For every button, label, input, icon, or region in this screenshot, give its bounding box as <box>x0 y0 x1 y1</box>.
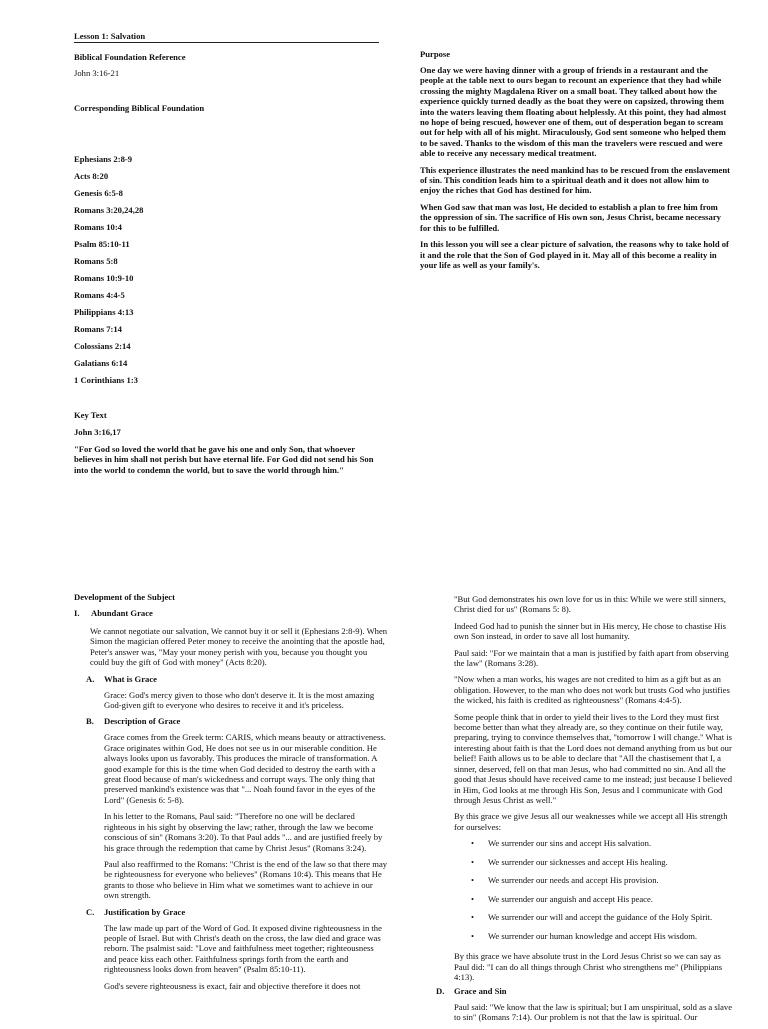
scripture-ref: Romans 7:14 <box>74 324 122 334</box>
scripture-ref: Galatians 6:14 <box>74 358 128 368</box>
scripture-ref: Genesis 6:5-8 <box>74 188 123 198</box>
biblical-foundation-value: John 3:16-21 <box>74 68 120 78</box>
subsection-b-paragraph: In his letter to the Romans, Paul said: "Therefore no one will be declared righteous in his sight by observing the law; rather, through the law we become conscious of sin" (Romans 3:20). To that Paul adds "... and are justified freely by his grace through the redemption that came by Christ Jesus" (Romans 3:24). <box>104 811 383 853</box>
body-paragraph: "But God demonstrates his own love for us in this: While we were still sinners, Christ died for us" (Romans 5: 8). <box>454 594 726 615</box>
key-text-label: Key Text <box>74 410 107 420</box>
body-paragraph: By this grace we give Jesus all our weaknesses while we accept all His strength for ourselves: <box>454 811 728 832</box>
scripture-ref: 1 Corinthians 1:3 <box>74 375 138 385</box>
list-item: • We surrender our sins and accept His salvation. <box>488 838 734 857</box>
section-title: Abundant Grace <box>91 608 153 618</box>
subsection-d-text: Paul said: "We know that the law is spiritual; but I am unspiritual, sold as a slave to sin" (Romans 7:14). Our problem is not that the law is spiritual. Our <box>454 1002 733 1023</box>
body-paragraph: Paul said: "For we maintain that a man is justified by faith apart from observing the law" (Romans 3:28). <box>454 647 729 669</box>
key-text-ref: John 3:16,17 <box>74 427 121 437</box>
scripture-ref: Romans 3:20,24,28 <box>74 205 144 215</box>
subsection-heading-a: A. What is Grace <box>86 673 157 684</box>
biblical-foundation-label: Biblical Foundation Reference <box>74 52 186 62</box>
scripture-ref: Acts 8:20 <box>74 171 109 181</box>
purpose-paragraph: In this lesson you will see a clear picture of salvation, the reasons why to take hold of it and the role that the Son of God played in it. May all of this become a reality in your life as well as your family's. <box>420 239 729 270</box>
scripture-ref: Romans 10:4 <box>74 222 122 232</box>
corresponding-foundation-label: Corresponding Biblical Foundation <box>74 103 205 113</box>
section-heading <box>74 608 388 618</box>
subsection-heading-d: D. Grace and Sin <box>436 986 507 996</box>
development-label: Development of the Subject <box>74 592 175 602</box>
list-item: • We surrender our human knowledge and accept His wisdom. <box>488 931 734 950</box>
subsection-d <box>436 986 736 1029</box>
scripture-ref: Psalm 85:10-11 <box>74 239 130 249</box>
list-item: • We surrender our sicknesses and accept His healing. <box>488 857 734 876</box>
list-item: • We surrender our will and accept the guidance of the Holy Spirit. <box>488 912 734 931</box>
scripture-ref: Romans 10:9-10 <box>74 273 134 283</box>
subsection-a-text: Grace: God's mercy given to those who don't deserve it. It is the most amazing God-given gift to everyone who desires to receive it and it's priceless. <box>104 689 375 711</box>
section-intro: We cannot negotiate our salvation, We cannot buy it or sell it (Ephesians 2:8-9). When Simon the magician offered Peter money to receive the anointing that the apostle had, Peter's answer was, "May your money perish with you, because you thought you could buy the gift of God with money" (Acts 8:20). <box>90 626 388 668</box>
subsection-b-paragraph: Grace comes from the Greek term: CARIS, which means beauty or attractiveness. Grace originates within God, He does not see us in our miserable condition. He always looks upon us favorably. This produces the miracle of transformation. A good example for this is the time when God decided to destroy the earth with a great flood because of man's wickedness and corrupt ways. The only thing that preserved mankind's existence was that "... Noah found favor in the eyes of the Lord" (Genesis 6: 5-8). <box>104 732 386 805</box>
scripture-ref: Ephesians 2:8-9 <box>74 154 133 164</box>
development-section <box>74 592 388 997</box>
subsection-b-paragraph: Paul also reaffirmed to the Romans: "Christ is the end of the law so that there may be righteousness for everyone who believes" (Romans 10:4). This means that He grants to those who believe in Him what we sometimes want to achieve in our own strength. <box>104 858 388 901</box>
scripture-ref: Philippians 4:13 <box>74 307 134 317</box>
body-paragraph: Indeed God had to punish the sinner but in His mercy, He chose to chastise His own Son instead, in order to save all lost humanity. <box>454 620 726 642</box>
lesson-title: Lesson 1: Salvation <box>74 31 146 41</box>
body-paragraph: By this grace we have absolute trust in the Lord Jesus Christ so we can say as Paul did: "I can do all things through Christ who strengthens me" (Philippians 4:13). <box>454 951 723 982</box>
title-rule <box>74 42 379 43</box>
list-item: • We surrender our anguish and accept His peace. <box>488 894 734 913</box>
purpose-section <box>420 49 730 276</box>
subsection-c-paragraph: God's severe righteousness is exact, fair and objective therefore it does not <box>104 980 361 991</box>
purpose-paragraph: This experience illustrates the need mankind has to be rescued from the enslavement of sin. This condition leads him to a spiritual death and it does not allow him to enjoy the riches that God has destined for him. <box>420 164 730 196</box>
body-paragraph: Some people think that in order to yield their lives to the Lord they must first become better than what they already are, so they continue on their futile way, preparing, trying to convince themselves that, "tomorrow I will change." What is interesting about faith is that the Lord does not demand anything from us but our belief! Faith allows us to be able to declare that "All the chastisement that I, a sinner, deserved, fell on that man Jesus, who had committed no sin. And all the good that Jesus should have received came to me instead; just because I believed in Him, God looks at me through His Son, Jesus and I communicate with God through Jesus Christ as well." <box>454 711 733 805</box>
purpose-paragraph: When God saw that man was lost, He decided to establish a plan to free him from the oppression of sin. The sacrifice of His own son, Jesus Christ, became necessary for this to be fulfilled. <box>420 201 721 233</box>
key-text-quote: "For God so loved the world that he gave his one and only Son, that whoever believes in him shall not perish but have eternal life. For God did not send his Son into the world to condemn the world, but to save the world through him." <box>74 444 374 475</box>
scripture-ref: Romans 5:8 <box>74 256 118 266</box>
subsection-heading-c: C. Justification by Grace <box>86 906 186 917</box>
list-item: • We surrender our needs and accept His provision. <box>488 875 734 894</box>
scripture-reference-list <box>74 154 274 392</box>
purpose-paragraph: One day we were having dinner with a group of friends in a restaurant and the people at the table next to ours began to recount an experience that they had while crossing the mighty Magdalena River on a small boat. They talked about how the experience quickly turned deadly as the boat they were on capsized, throwing them into the waters leaving them floating about helplessly. At this point, they had almost no hope of being rescued, however one of them, out of desperation began to scream out for help with all of his might. Miraculously, God sent someone who helped them to be saved. Thanks to the wisdom of this man the travelers were rescued and were able to receive any necessary medical treatment. <box>420 65 727 159</box>
subsection-heading-b: B. Description of Grace <box>86 716 181 727</box>
scripture-ref: Colossians 2:14 <box>74 341 131 351</box>
subsection-c-paragraph: The law made up part of the Word of God. It exposed divine righteousness in the people of Israel. But with Christ's death on the cross, the law died and grace was reborn. The psalmist said: "Love and faithfulness meet together; righteousness and peace kiss each other. Faithfulness springs forth from the earth and righteousness looks down from heaven" (Psalm 85:10-11). <box>104 922 382 975</box>
body-paragraph: "Now when a man works, his wages are not credited to him as a gift but as an obligation. However, to the man who does not work but trusts God who justifies the wicked, his faith is credited as righteousness" (Romans 4:4-5). <box>454 674 730 706</box>
scripture-ref: Romans 4:4-5 <box>74 290 125 300</box>
purpose-label: Purpose <box>420 49 451 59</box>
section-number: I. <box>74 608 80 618</box>
right-continuation <box>454 594 734 988</box>
surrender-list <box>454 838 734 949</box>
